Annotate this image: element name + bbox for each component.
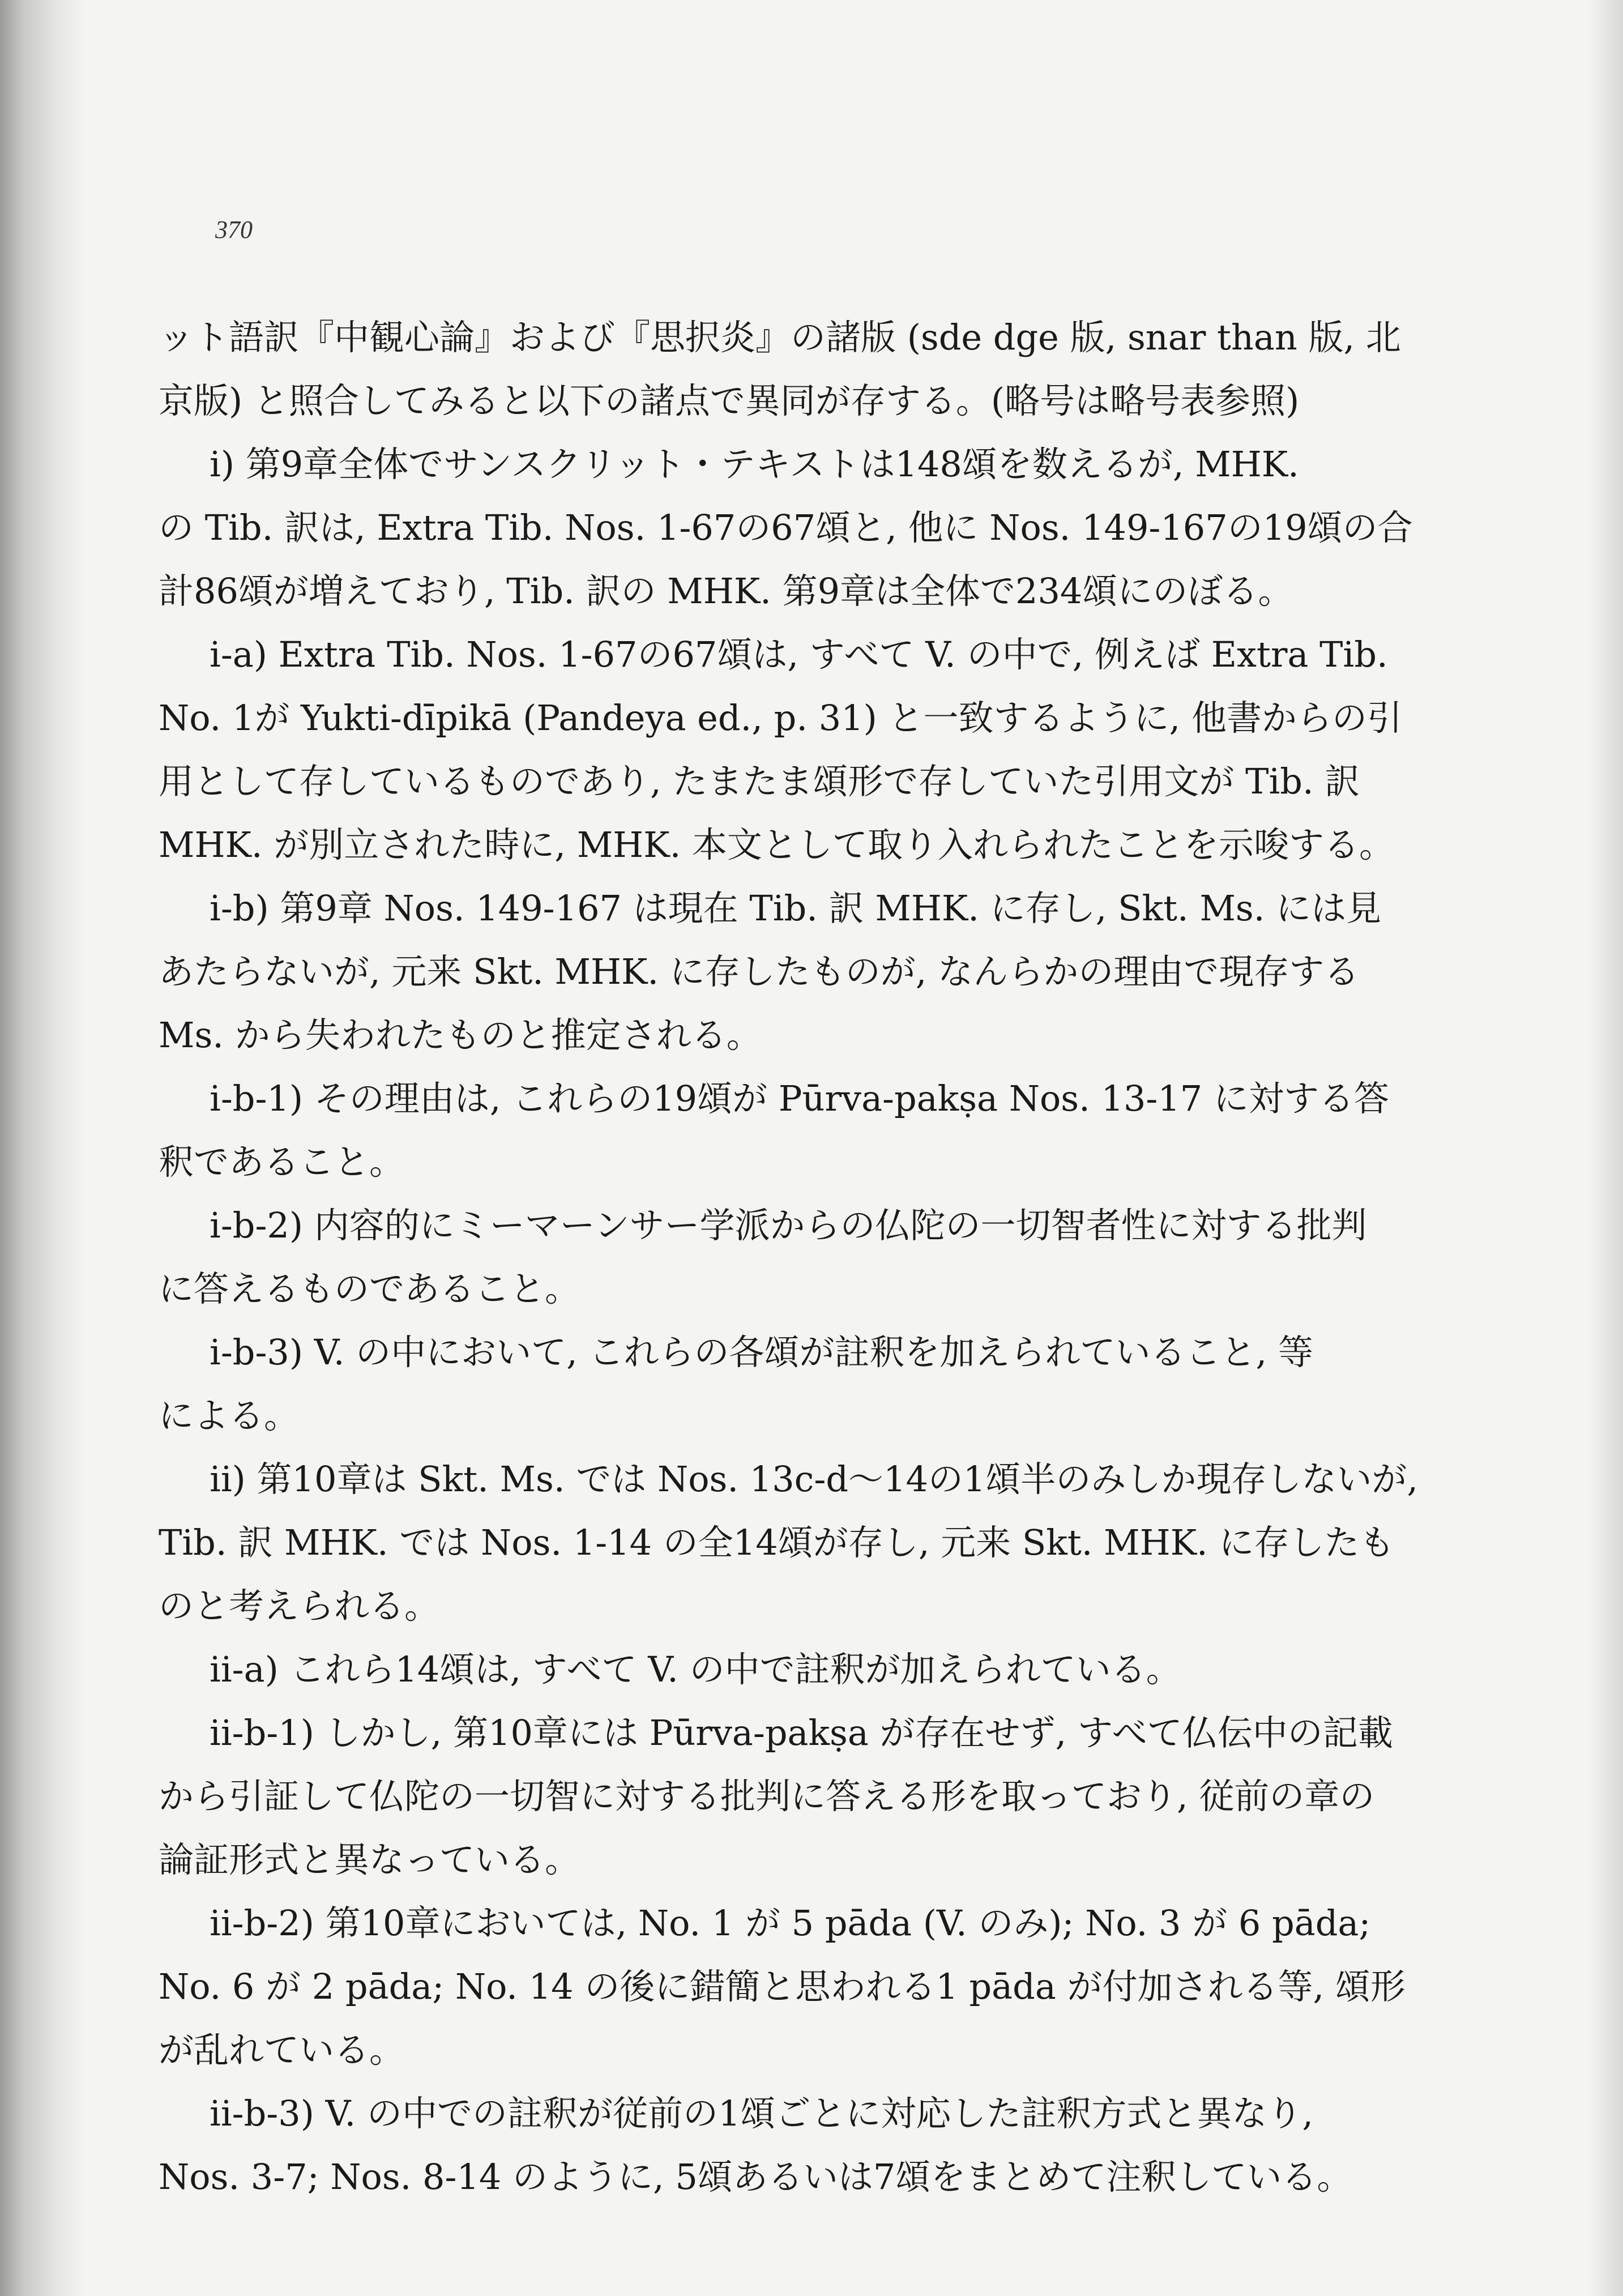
body-text	[159, 306, 1472, 2209]
text-line: から引証して仏陀の一切智に対する批判に答える形を取っており, 従前の章の	[159, 1776, 1375, 1817]
text-line: ii-b-3) V. の中での註釈が従前の1頌ごとに対応した註釈方式と異なり,	[210, 2093, 1314, 2134]
text-line: MHK. が別立された時に, MHK. 本文として取り入れられたことを示唆する。	[159, 824, 1394, 865]
text-line: No. 6 が 2 pāda; No. 14 の後に錯簡と思われる1 pāda が付加される等, 頌形	[159, 1966, 1406, 2007]
text-line: ii) 第10章は Skt. Ms. では Nos. 13c-d〜14の1頌半のみしか現存しないが,	[210, 1458, 1419, 1500]
text-line: i-b) 第9章 Nos. 149-167 は現在 Tib. 訳 MHK. に存し, Skt. Ms. には見	[210, 887, 1382, 929]
text-line: 釈であること。	[159, 1141, 405, 1183]
text-line: に答えるものであること。	[159, 1268, 580, 1309]
text-line: i-a) Extra Tib. Nos. 1-67の67頌は, すべて V. の中で, 例えば Extra Tib.	[210, 634, 1388, 675]
text-line: ット語訳『中観心論』および『思択炎』の諸版 (sde dge 版, snar than 版, 北	[159, 317, 1401, 358]
text-line: i) 第9章全体でサンスクリット・テキストは148頌を数えるが, MHK.	[210, 443, 1299, 485]
text-line: Nos. 3-7; Nos. 8-14 のように, 5頌あるいは7頌をまとめて注釈している。	[159, 2156, 1352, 2197]
text-line: 用として存しているものであり, たまたま頌形で存していた引用文が Tib. 訳	[159, 761, 1360, 802]
text-line: ii-b-1) しかし, 第10章には Pūrva-pakṣa が存在せず, すべて仏伝中の記載	[210, 1712, 1393, 1753]
text-line: ii-a) これら14頌は, すべて V. の中で註釈が加えられている。	[210, 1649, 1181, 1690]
text-line: 計86頌が増えており, Tib. 訳の MHK. 第9章は全体で234頌にのぼる。	[159, 570, 1293, 612]
text-line: 京版) と照合してみると以下の諸点で異同が存する。(略号は略号表参照)	[159, 380, 1300, 421]
page-number: 370	[215, 216, 253, 244]
text-line: i-b-3) V. の中において, これらの各頌が註釈を加えられていること, 等	[210, 1331, 1313, 1373]
text-line: Tib. 訳 MHK. では Nos. 1-14 の全14頌が存し, 元来 Skt. MHK. に存したも	[159, 1522, 1395, 1563]
text-line: 論証形式と異なっている。	[159, 1839, 580, 1880]
text-line: のと考えられる。	[159, 1585, 440, 1627]
text-line: ii-b-2) 第10章においては, No. 1 が 5 pāda (V. のみ); No. 3 が 6 pāda;	[210, 1902, 1371, 1944]
text-line: i-b-2) 内容的にミーマーンサー学派からの仏陀の一切智者性に対する批判	[210, 1205, 1367, 1246]
text-line: あたらないが, 元来 Skt. MHK. に存したものが, なんらかの理由で現存する	[159, 951, 1360, 992]
text-line: No. 1が Yukti-dīpikā (Pandeya ed., p. 31) と一致するように, 他書からの引	[159, 697, 1402, 739]
text-line: が乱れている。	[159, 2029, 405, 2071]
text-line: の Tib. 訳は, Extra Tib. Nos. 1-67の67頌と, 他に Nos. 149-167の19頌の合	[159, 507, 1413, 548]
scan-shadow-right	[1589, 0, 1623, 2296]
text-line: Ms. から失われたものと推定される。	[159, 1014, 762, 1056]
scan-shadow-left	[0, 0, 85, 2296]
text-line: による。	[159, 1395, 300, 1436]
text-line: i-b-1) その理由は, これらの19頌が Pūrva-pakṣa Nos. 13-17 に対する答	[210, 1078, 1389, 1119]
